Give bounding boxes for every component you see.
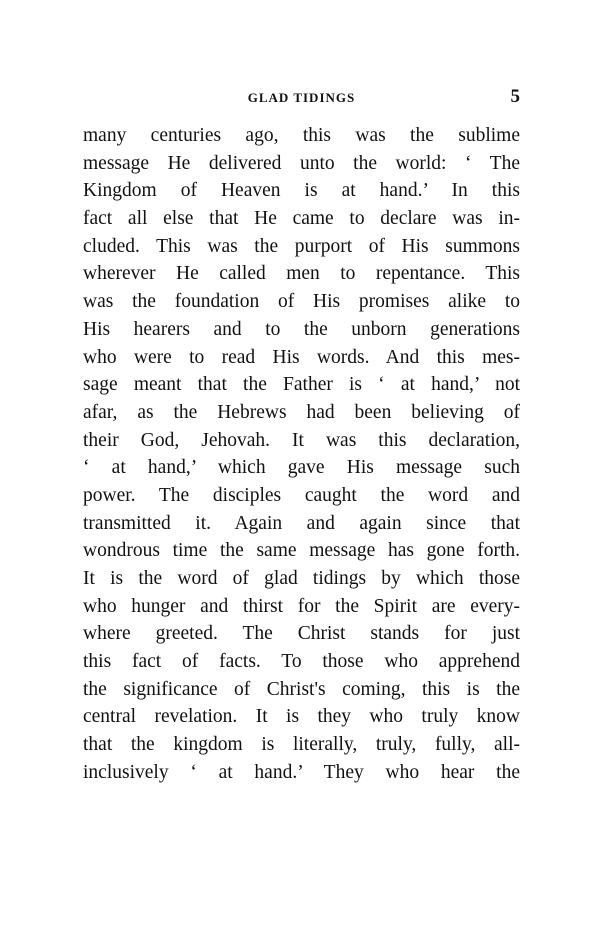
body-text [83,122,520,787]
text-line: power. The disciples caught the word and [83,484,520,506]
page-number: 5 [510,86,520,107]
text-line: who were to read His words. And this mes- [83,346,520,368]
text-line: message He delivered unto the world: ‘ The [83,152,520,174]
running-title: GLAD TIDINGS [247,90,356,105]
text-line: His hearers and to the unborn generations [83,318,520,340]
text-line: this fact of facts. To those who apprehend [83,651,520,673]
text-line: their God, Jehovah. It was this declaration, [83,429,520,451]
text-line: central revelation. It is they who truly know [83,706,520,728]
text-line: afar, as the Hebrews had been believing of [83,401,520,423]
text-line: where greeted. The Christ stands for just [83,623,520,645]
text-line: inclusively ‘ at hand.’ They who hear the [83,761,520,783]
text-line: It is the word of glad tidings by which those [83,568,520,589]
text-line: Kingdom of Heaven is at hand.’ In this [83,180,520,202]
text-line: sage meant that the Father is ‘ at hand,’ not [83,374,520,396]
text-line: who hunger and thirst for the Spirit are every- [83,595,520,617]
text-line: cluded. This was the purport of His summons [83,235,520,257]
text-line: fact all else that He came to declare was in- [83,208,520,230]
text-line: wondrous time the same message has gone forth. [83,540,520,562]
text-line: that the kingdom is literally, truly, fully, all- [83,734,520,756]
text-line: was the foundation of His promises alike to [83,291,520,313]
text-line: many centuries ago, this was the sublime [83,125,520,146]
text-line: wherever He called men to repentance. This [83,263,520,285]
text-line: ‘ at hand,’ which gave His message such [83,457,520,479]
text-line: the significance of Christ's coming, this is the [83,678,520,700]
page-header [83,86,520,108]
text-line: transmitted it. Again and again since that [83,512,520,534]
